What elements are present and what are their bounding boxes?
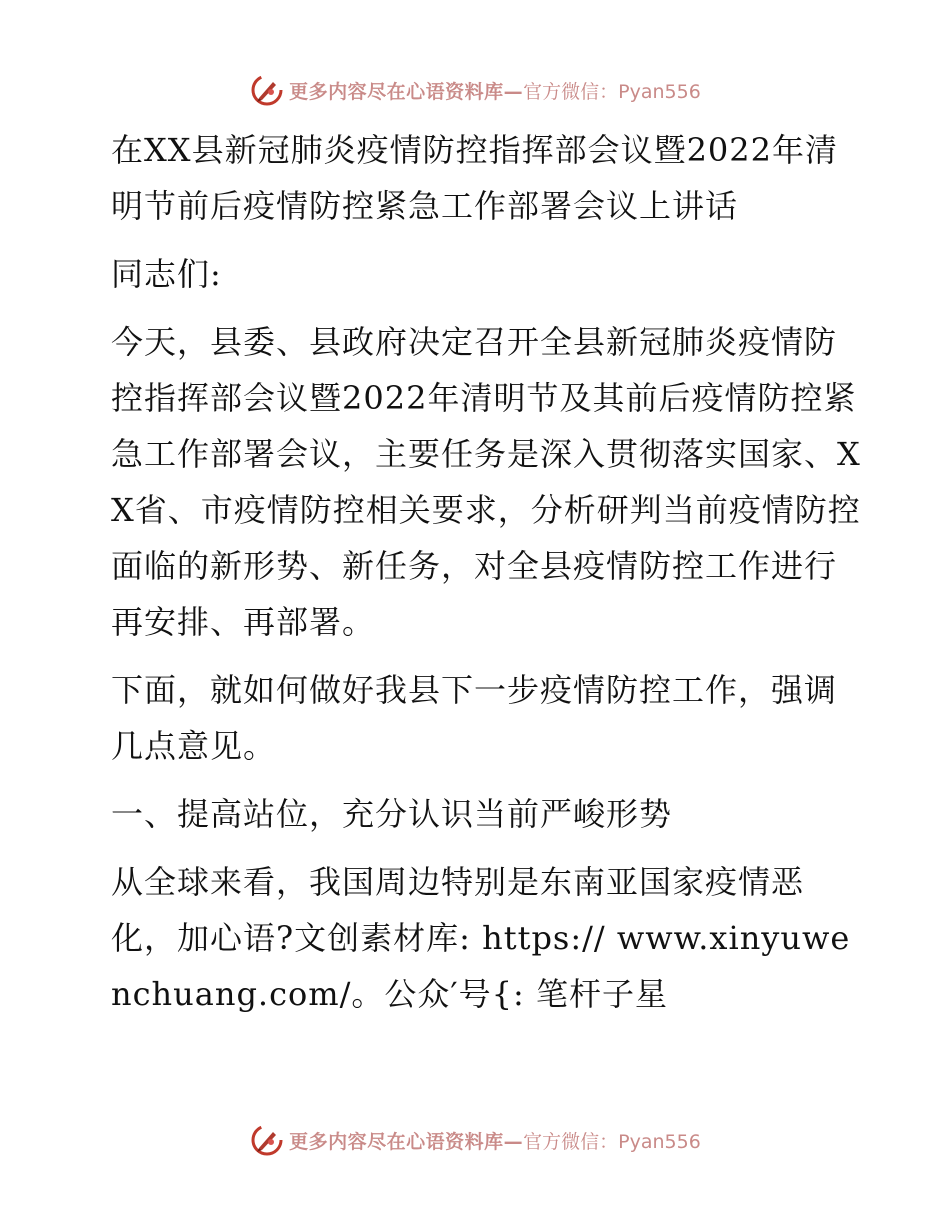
banner-wechat: 官方微信：Pyan556 xyxy=(523,1130,701,1153)
paragraph: 下面，就如何做好我县下一步疫情防控工作，强调几点意见。 xyxy=(111,671,838,765)
banner-slogan: 更多内容尽在心语资料库— xyxy=(289,80,524,103)
section-heading: 一、提高站位，充分认识当前严峻形势 xyxy=(111,795,673,833)
document-body xyxy=(97,122,867,1034)
header-banner xyxy=(0,70,950,110)
footer-banner xyxy=(0,1120,950,1160)
banner-slogan: 更多内容尽在心语资料库— xyxy=(289,1130,524,1153)
paragraph: 今天，县委、县政府决定召开全县新冠肺炎疫情防控指挥部会议暨2022年清明节及其前后疫情防控紧急工作部署会议，主要任务是深入贯彻落实国家、XX省、市疫情防控相关要求，分析研判当前疫情防控面临的新形势、新任务，对全县疫情防控工作进行再安排、再部署。 xyxy=(111,323,861,641)
red-pen-swirl-logo-icon xyxy=(249,72,285,108)
red-pen-swirl-logo-icon xyxy=(249,1122,285,1158)
greeting: 同志们: xyxy=(111,255,222,293)
paragraph: 从全球来看，我国周边特别是东南亚国家疫情恶化，加心语?文创素材库: https:// www.xinyuwenchuang.com/。公众′号{: 笔杆子星 xyxy=(111,863,851,1013)
banner-wechat: 官方微信：Pyan556 xyxy=(523,80,701,103)
document-title: 在XX县新冠肺炎疫情防控指挥部会议暨2022年清明节前后疫情防控紧急工作部署会议上讲话 xyxy=(111,131,839,225)
